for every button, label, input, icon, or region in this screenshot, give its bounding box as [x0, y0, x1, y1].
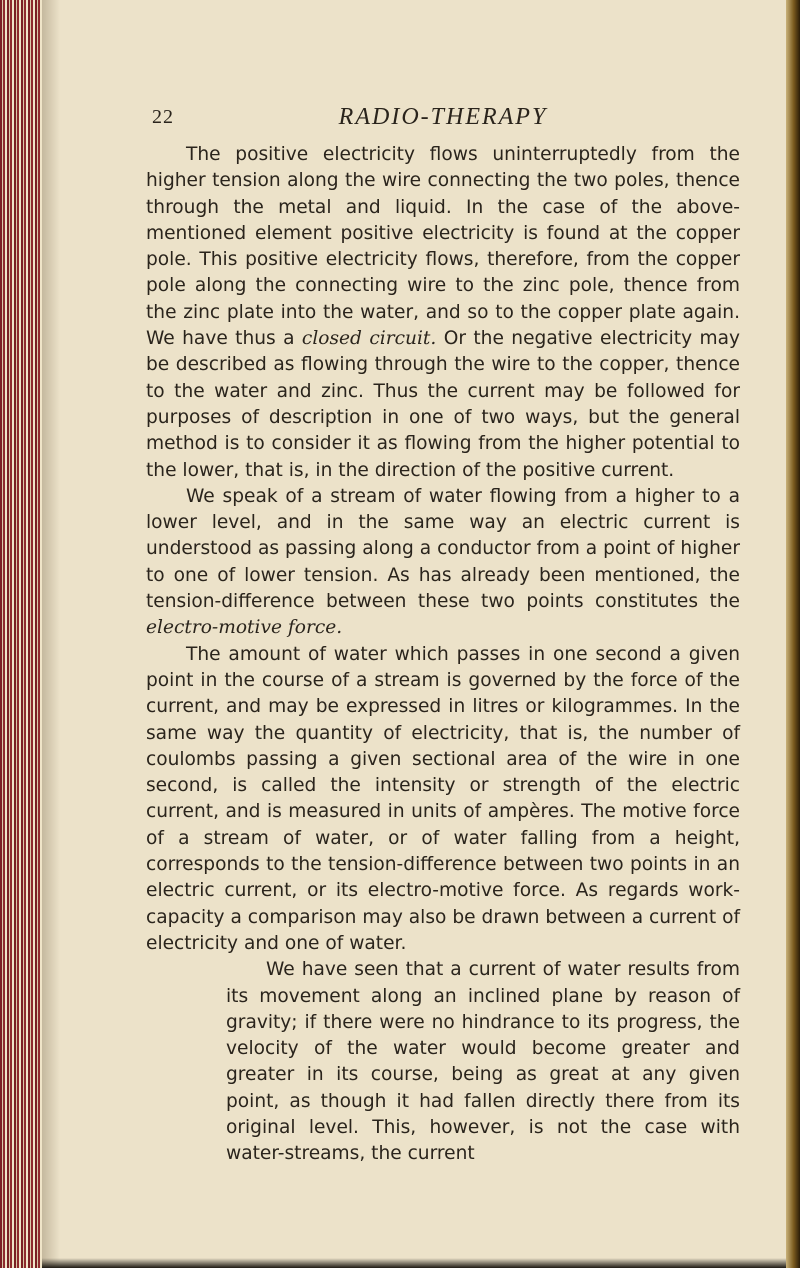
paragraph-electro-motive-force: We speak of a stream of water flowing from a higher to a lower level, and in the same way an electric current is understood as passing along a conductor from a point of higher to one of lower tension. As has already been mentioned, the tension-difference between these two points constitutes the electro-motive force. [146, 485, 740, 639]
paragraph-amount-of-water: The amount of water which passes in one second a given point in the course of a stream is governed by the force of the current, and may be expressed in litres or kilogrammes. In the same way the quantity of electricity, that is, the number of coulombs passing a given sectional area of the wire in one second, is called the intensity or strength of the electric current, and is measured in units of ampères. The motive force of a stream of water, or of water falling from a height, corresponds to the tension-difference between two points in an electric current, or its electro-motive force. As regards work-capacity a comparison may also be drawn between a current of electricity and one of water. [146, 643, 740, 954]
page-number: 22 [152, 106, 174, 128]
book-page [146, 104, 740, 1168]
emphasis-electro-motive-force: electro-motive force. [146, 617, 343, 639]
emphasis-closed-circuit: closed circuit. [301, 328, 437, 350]
page-header [146, 104, 740, 138]
page-edge [786, 0, 800, 1268]
running-title: RADIO-THERAPY [338, 104, 548, 130]
paragraph-closed-circuit: The positive electricity flows uninterruptedly from the higher tension along the wire connecting the two poles, thence through the metal and liquid. In the case of the above-mentioned element positive electricity is found at the copper pole. This positive electricity flows, therefore, from the copper pole along the connecting wire to the zinc pole, thence from the zinc plate into the water, and so to the copper plate again. We have thus a closed circuit. Or the negative electricity may be described as flowing through the wire to the copper, thence to the water and zinc. Thus the current may be followed for purposes of description in one of two ways, but the general method is to consider it as flowing from the higher potential to the lower, that is, in the direction of the positive current. [146, 144, 740, 481]
paragraph-current-of-water: We have seen that a current of water results from its movement along an inclined plane by reason of gravity; if there were no hindrance to its progress, the velocity of the water would become greater and greater in its course, being as great at any given point, as though it had fallen directly there from its original level. This, however, is not the case with water-streams, the current [226, 959, 740, 1165]
body-text [146, 142, 740, 1168]
gutter-shadow [42, 0, 60, 1268]
bottom-page-edge [42, 1258, 786, 1268]
book-binding [0, 0, 42, 1268]
